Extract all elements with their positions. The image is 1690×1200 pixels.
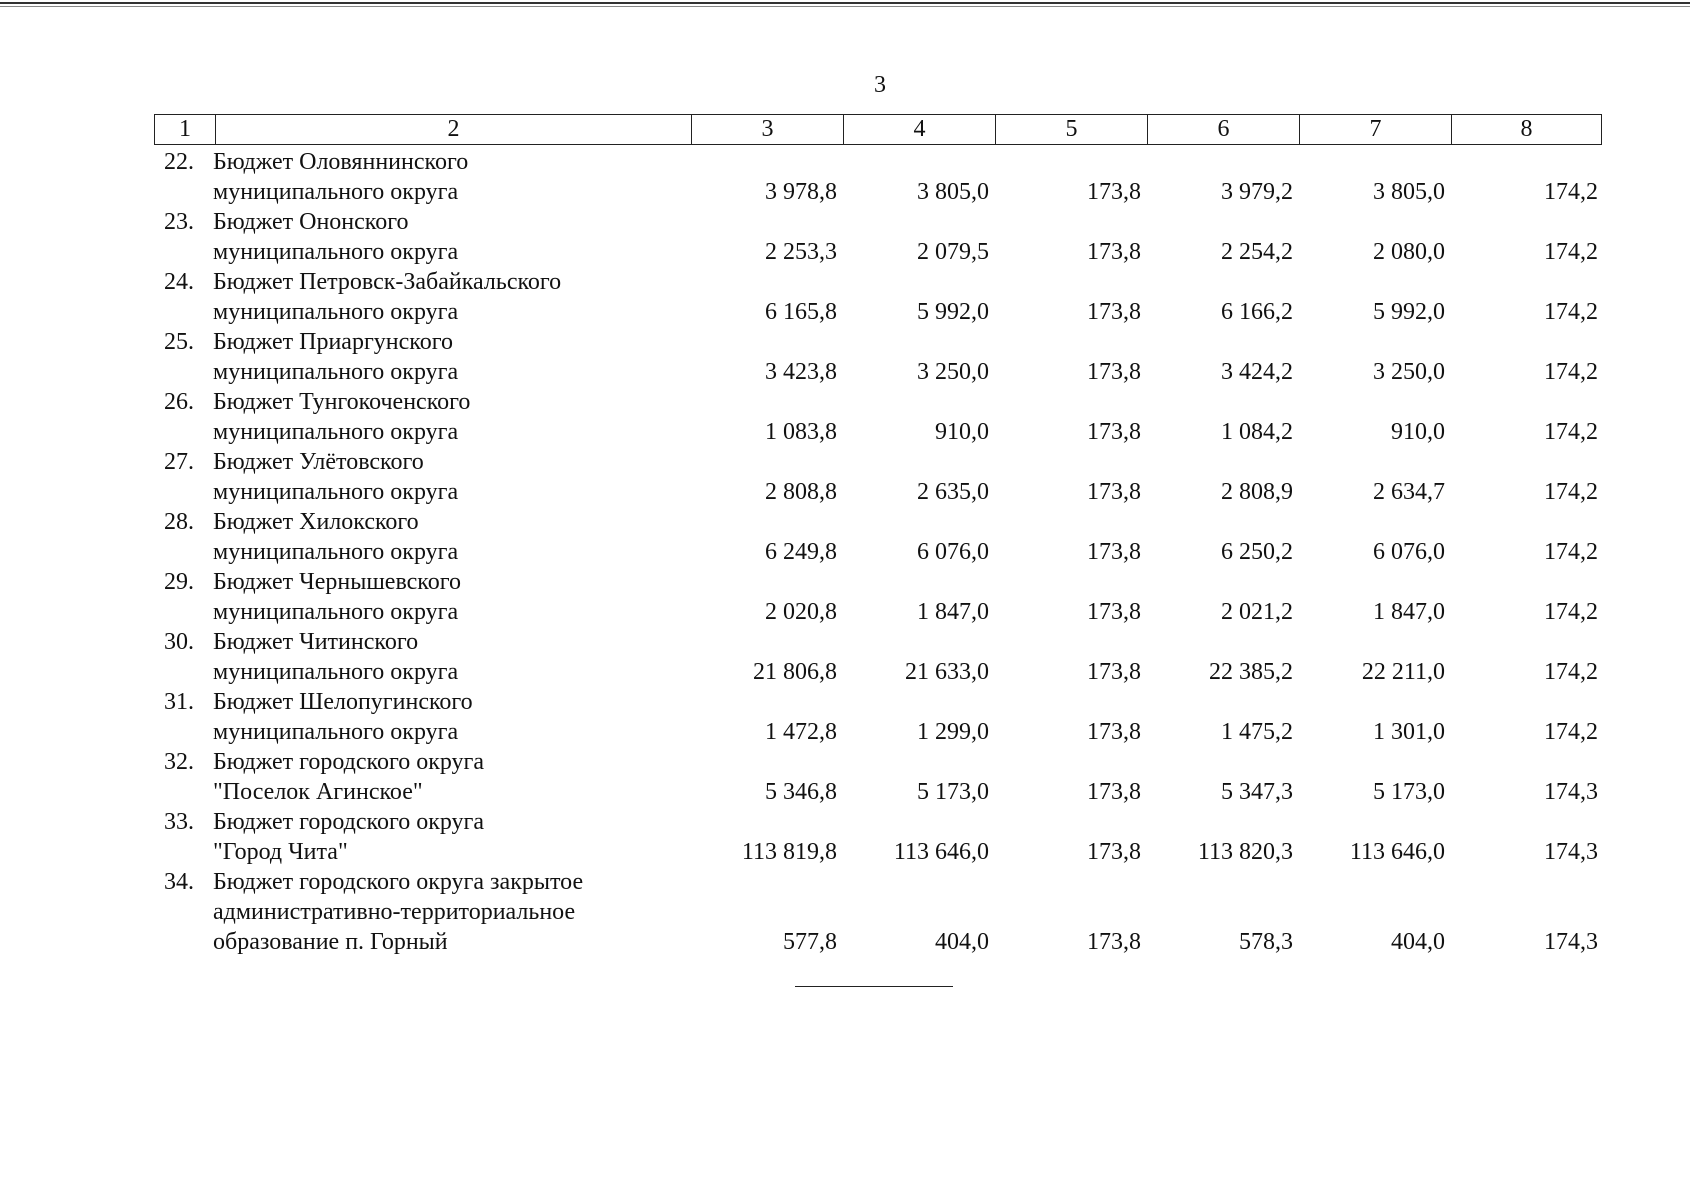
cell-col-5: 173,8: [1087, 239, 1141, 265]
row-name: муниципального округа: [213, 179, 459, 205]
cell-col-4: 6 076,0: [917, 539, 989, 565]
cell-col-3: 577,8: [783, 929, 837, 955]
row-name: муниципального округа: [213, 359, 459, 385]
header-col-2: 2: [215, 115, 691, 144]
row-name: Бюджет Оловяннинского: [213, 149, 469, 175]
cell-col-3: 6 249,8: [765, 539, 837, 565]
table-row: [154, 447, 1602, 507]
row-name: муниципального округа: [213, 299, 459, 325]
cell-col-6: 1 084,2: [1221, 419, 1293, 445]
row-number: 26.: [164, 389, 194, 415]
cell-col-4: 404,0: [935, 929, 989, 955]
cell-col-4: 2 079,5: [917, 239, 989, 265]
row-name: Бюджет городского округа закрытое: [213, 869, 584, 895]
cell-col-7: 404,0: [1391, 929, 1445, 955]
cell-col-6: 2 808,9: [1221, 479, 1293, 505]
row-name: Бюджет Петровск-Забайкальского: [213, 269, 562, 295]
row-number: 24.: [164, 269, 194, 295]
row-number: 22.: [164, 149, 194, 175]
row-name: Бюджет городского округа: [213, 749, 485, 775]
cell-col-3: 1 472,8: [765, 719, 837, 745]
cell-col-8: 174,2: [1544, 599, 1598, 625]
row-number: 27.: [164, 449, 194, 475]
cell-col-3: 3 423,8: [765, 359, 837, 385]
row-name: муниципального округа: [213, 599, 459, 625]
cell-col-7: 2 634,7: [1373, 479, 1445, 505]
row-name: Бюджет Улётовского: [213, 449, 424, 475]
table-row: [154, 747, 1602, 807]
cell-col-8: 174,2: [1544, 179, 1598, 205]
cell-col-3: 2 020,8: [765, 599, 837, 625]
cell-col-7: 1 301,0: [1373, 719, 1445, 745]
header-col-3: 3: [691, 115, 843, 144]
row-name: муниципального округа: [213, 719, 459, 745]
row-name: Бюджет Тунгокоченского: [213, 389, 471, 415]
row-name: муниципального округа: [213, 479, 459, 505]
cell-col-4: 3 805,0: [917, 179, 989, 205]
cell-col-6: 1 475,2: [1221, 719, 1293, 745]
cell-col-7: 6 076,0: [1373, 539, 1445, 565]
cell-col-5: 173,8: [1087, 659, 1141, 685]
row-number: 29.: [164, 569, 194, 595]
row-name: Бюджет Ононского: [213, 209, 409, 235]
cell-col-5: 173,8: [1087, 599, 1141, 625]
cell-col-4: 910,0: [935, 419, 989, 445]
table-row: [154, 387, 1602, 447]
row-number: 30.: [164, 629, 194, 655]
row-name: муниципального округа: [213, 659, 459, 685]
cell-col-8: 174,2: [1544, 419, 1598, 445]
cell-col-6: 6 250,2: [1221, 539, 1293, 565]
cell-col-8: 174,3: [1544, 779, 1598, 805]
cell-col-6: 113 820,3: [1197, 839, 1293, 865]
row-number: 31.: [164, 689, 194, 715]
cell-col-5: 173,8: [1087, 929, 1141, 955]
table-body: [154, 147, 1602, 957]
cell-col-5: 173,8: [1087, 779, 1141, 805]
cell-col-8: 174,2: [1544, 359, 1598, 385]
cell-col-5: 173,8: [1087, 359, 1141, 385]
cell-col-5: 173,8: [1087, 719, 1141, 745]
cell-col-8: 174,2: [1544, 239, 1598, 265]
row-name: Бюджет Шелопугинского: [213, 689, 473, 715]
cell-col-8: 174,2: [1544, 659, 1598, 685]
cell-col-8: 174,2: [1544, 539, 1598, 565]
row-number: 32.: [164, 749, 194, 775]
page-number: 3: [874, 72, 886, 98]
row-number: 33.: [164, 809, 194, 835]
cell-col-6: 578,3: [1239, 929, 1293, 955]
header-col-1: 1: [179, 116, 191, 142]
cell-col-3: 21 806,8: [753, 659, 837, 685]
cell-col-6: 6 166,2: [1221, 299, 1293, 325]
row-name: Бюджет Читинского: [213, 629, 419, 655]
row-name: Бюджет Хилокского: [213, 509, 419, 535]
cell-col-7: 1 847,0: [1373, 599, 1445, 625]
cell-col-8: 174,3: [1544, 929, 1598, 955]
header-col-6: 6: [1147, 115, 1299, 144]
cell-col-7: 2 080,0: [1373, 239, 1445, 265]
cell-col-7: 910,0: [1391, 419, 1445, 445]
cell-col-3: 2 808,8: [765, 479, 837, 505]
cell-col-5: 173,8: [1087, 839, 1141, 865]
cell-col-3: 1 083,8: [765, 419, 837, 445]
cell-col-7: 5 992,0: [1373, 299, 1445, 325]
top-border-line-thin: [0, 6, 1690, 7]
row-number: 25.: [164, 329, 194, 355]
header-col-7: 7: [1299, 115, 1451, 144]
cell-col-3: 2 253,3: [765, 239, 837, 265]
row-number: 28.: [164, 509, 194, 535]
row-name: Бюджет Приаргунского: [213, 329, 453, 355]
cell-col-7: 5 173,0: [1373, 779, 1445, 805]
cell-col-6: 22 385,2: [1209, 659, 1293, 685]
table-row: [154, 807, 1602, 867]
cell-col-7: 22 211,0: [1361, 659, 1445, 685]
table-row: [154, 567, 1602, 627]
cell-col-3: 5 346,8: [765, 779, 837, 805]
row-number: 23.: [164, 209, 194, 235]
table-row: [154, 687, 1602, 747]
table-row: [154, 207, 1602, 267]
row-name: "Город Чита": [213, 839, 348, 865]
table-row: [154, 327, 1602, 387]
cell-col-8: 174,2: [1544, 479, 1598, 505]
cell-col-3: 113 819,8: [741, 839, 837, 865]
row-name: муниципального округа: [213, 239, 459, 265]
cell-col-8: 174,2: [1544, 299, 1598, 325]
row-name: "Поселок Агинское": [213, 779, 423, 805]
top-border-line: [0, 2, 1690, 4]
cell-col-4: 5 173,0: [917, 779, 989, 805]
table-row: [154, 147, 1602, 207]
cell-col-7: 3 805,0: [1373, 179, 1445, 205]
cell-col-5: 173,8: [1087, 179, 1141, 205]
cell-col-5: 173,8: [1087, 539, 1141, 565]
cell-col-5: 173,8: [1087, 479, 1141, 505]
cell-col-6: 2 021,2: [1221, 599, 1293, 625]
row-number: 34.: [164, 869, 194, 895]
cell-col-5: 173,8: [1087, 299, 1141, 325]
cell-col-4: 113 646,0: [893, 839, 989, 865]
cell-col-4: 3 250,0: [917, 359, 989, 385]
row-name: муниципального округа: [213, 419, 459, 445]
header-col-8: 8: [1451, 115, 1601, 144]
cell-col-8: 174,3: [1544, 839, 1598, 865]
cell-col-4: 21 633,0: [905, 659, 989, 685]
row-name: административно-территориальное: [213, 899, 576, 925]
table-row: [154, 867, 1602, 957]
cell-col-6: 5 347,3: [1221, 779, 1293, 805]
end-of-table-rule: [795, 986, 953, 987]
cell-col-4: 1 299,0: [917, 719, 989, 745]
row-name: Бюджет Чернышевского: [213, 569, 461, 595]
table-row: [154, 267, 1602, 327]
cell-col-5: 173,8: [1087, 419, 1141, 445]
cell-col-6: 3 979,2: [1221, 179, 1293, 205]
header-col-5: 5: [995, 115, 1147, 144]
table-row: [154, 627, 1602, 687]
cell-col-7: 113 646,0: [1349, 839, 1445, 865]
row-name: муниципального округа: [213, 539, 459, 565]
cell-col-4: 2 635,0: [917, 479, 989, 505]
cell-col-4: 5 992,0: [917, 299, 989, 325]
cell-col-3: 6 165,8: [765, 299, 837, 325]
row-name: Бюджет городского округа: [213, 809, 485, 835]
cell-col-7: 3 250,0: [1373, 359, 1445, 385]
cell-col-8: 174,2: [1544, 719, 1598, 745]
cell-col-3: 3 978,8: [765, 179, 837, 205]
cell-col-6: 2 254,2: [1221, 239, 1293, 265]
header-col-4: 4: [843, 115, 995, 144]
cell-col-4: 1 847,0: [917, 599, 989, 625]
cell-col-6: 3 424,2: [1221, 359, 1293, 385]
table-header-row: [154, 114, 1602, 145]
row-name: образование п. Горный: [213, 929, 448, 955]
table-row: [154, 507, 1602, 567]
